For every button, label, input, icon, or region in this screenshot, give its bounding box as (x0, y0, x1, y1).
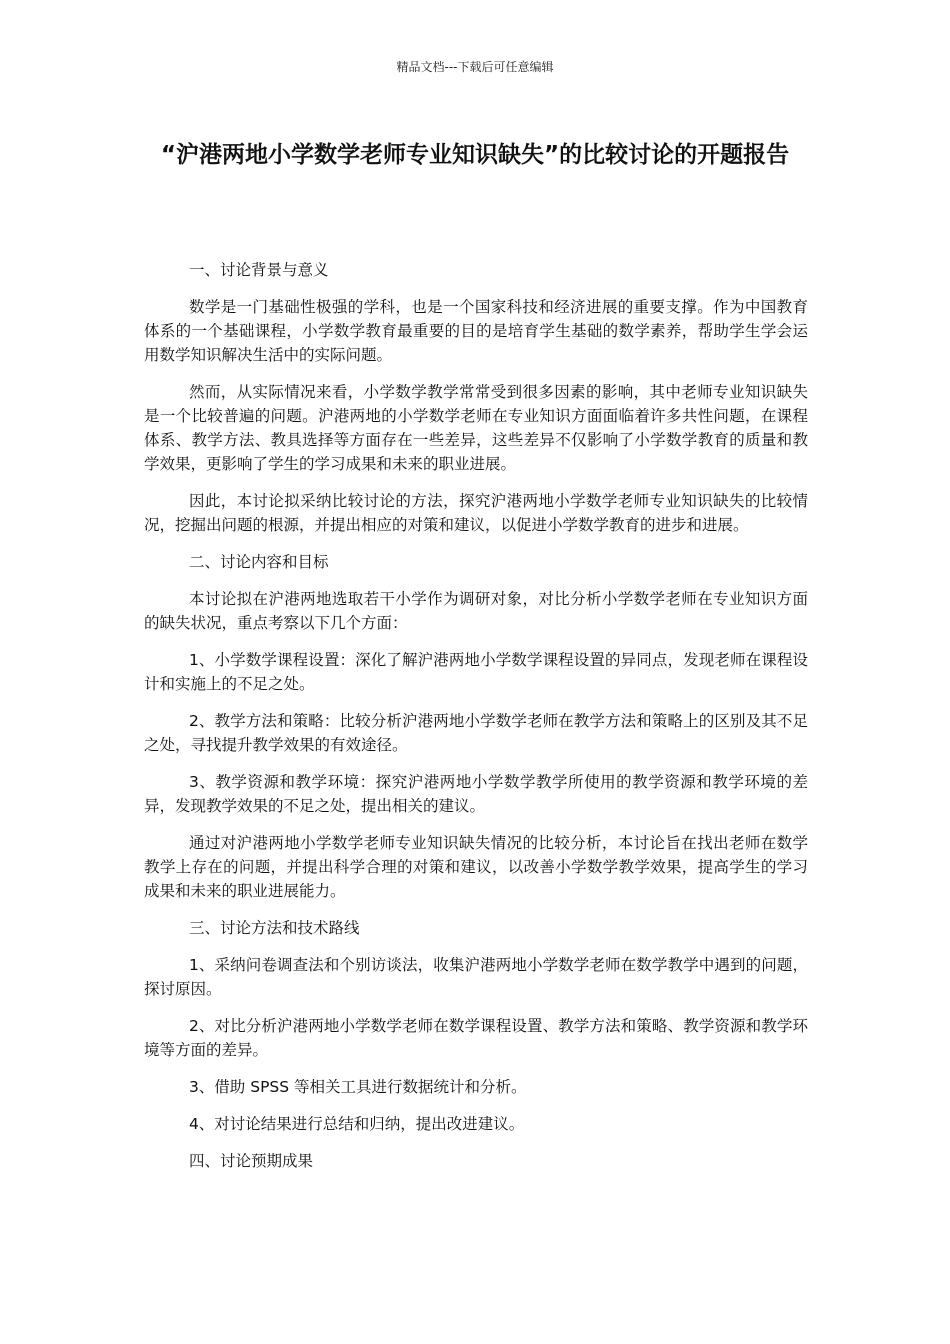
section-heading: 一、讨论背景与意义 (188, 261, 329, 279)
paragraph: 因此，本讨论拟采纳比较讨论的方法，探究沪港两地小学数学老师专业知识缺失的比较情况，挖掘出问题的根源，并提出相应的对策和建议，以促进小学数学教育的进步和进展。 (144, 492, 808, 534)
document-body (144, 258, 808, 1186)
list-item: 4、对讨论结果进行总结和归纳，提出改进建议。 (188, 1115, 525, 1133)
list-item: 2、教学方法和策略：比较分析沪港两地小学数学老师在教学方法和策略上的区别及其不足之处，寻找提升教学效果的有效途径。 (144, 712, 808, 754)
paragraph: 然而，从实际情况来看，小学数学教学常常受到很多因素的影响，其中老师专业知识缺失是一个比较普遍的问题。沪港两地的小学数学老师在专业知识方面面临着许多共性问题，在课程体系、教学方法、教具选择等方面存在一些差异，这些差异不仅影响了小学数学教育的质量和教学效果，更影响了学生的学习成果和未来的职业进展。 (144, 383, 808, 473)
section-heading: 三、讨论方法和技术路线 (188, 919, 360, 937)
paragraph: 本讨论拟在沪港两地选取若干小学作为调研对象，对比分析小学数学老师在专业知识方面的缺失状况，重点考察以下几个方面： (144, 590, 808, 632)
list-item: 3、借助 SPSS 等相关工具进行数据统计和分析。 (188, 1078, 527, 1096)
section-heading: 二、讨论内容和目标 (188, 553, 329, 571)
list-item: 1、小学数学课程设置：深化了解沪港两地小学数学课程设置的异同点，发现老师在课程设计和实施上的不足之处。 (144, 651, 808, 693)
list-item: 3、教学资源和教学环境：探究沪港两地小学数学教学所使用的教学资源和教学环境的差异，发现教学效果的不足之处，提出相关的建议。 (144, 773, 808, 815)
paragraph: 通过对沪港两地小学数学老师专业知识缺失情况的比较分析，本讨论旨在找出老师在数学教学上存在的问题，并提出科学合理的对策和建议，以改善小学数学教学效果，提高学生的学习成果和未来的职业进展能力。 (144, 834, 808, 900)
document-title: “沪港两地小学数学老师专业知识缺失”的比较讨论的开题报告 (160, 142, 790, 168)
section-heading: 四、讨论预期成果 (188, 1152, 313, 1170)
header-note: 精品文档---下载后可任意编辑 (396, 60, 554, 74)
list-item: 1、采纳问卷调查法和个别访谈法，收集沪港两地小学数学老师在数学教学中遇到的问题，探讨原因。 (144, 956, 808, 998)
list-item: 2、对比分析沪港两地小学数学老师在数学课程设置、教学方法和策略、教学资源和教学环境等方面的差异。 (144, 1017, 808, 1059)
paragraph: 数学是一门基础性极强的学科，也是一个国家科技和经济进展的重要支撑。作为中国教育体系的一个基础课程，小学数学教育最重要的目的是培育学生基础的数学素养，帮助学生学会运用数学知识解决生活中的实际问题。 (144, 298, 808, 364)
